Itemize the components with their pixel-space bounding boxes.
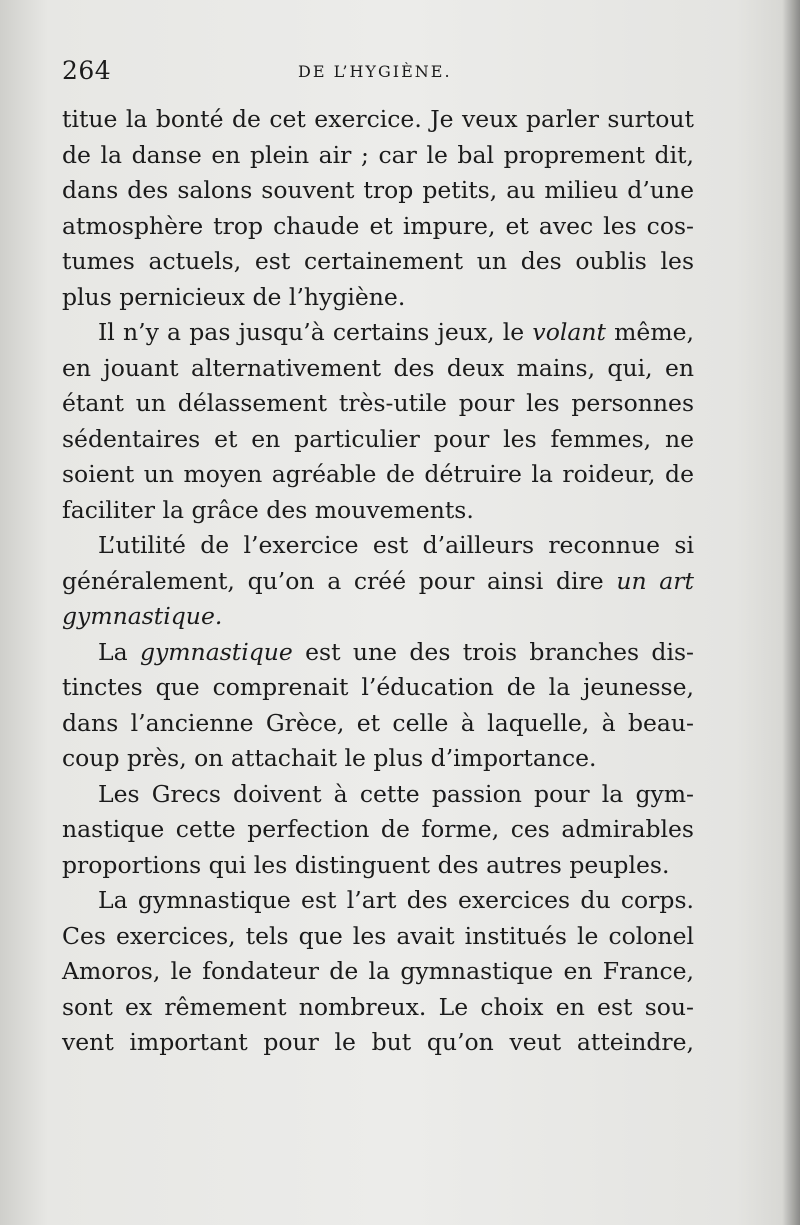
text-line: L’utilité de l’exercice est d’ailleurs reconnue si	[98, 531, 694, 559]
text-run: Il n’y a pas jusqu’à certains jeux, le	[98, 318, 533, 346]
text-run: même,	[605, 318, 694, 346]
text-line: vent important pour le but qu’on veut atteindre,	[62, 1028, 694, 1056]
text-line	[62, 599, 694, 635]
text-line: Amoros, le fondateur de la gymnastique en France,	[62, 957, 694, 985]
text-line: dans des salons souvent trop petits, au milieu d’une	[62, 176, 694, 204]
italic-term: volant	[532, 318, 606, 346]
page-header	[62, 56, 694, 92]
text-run: généralement, qu’on a créé pour ainsi dire	[62, 566, 617, 595]
text-line: faciliter la grâce des mouvements.	[62, 495, 474, 524]
text-line: tinctes que comprenait l’éducation de la jeunesse,	[62, 673, 694, 701]
text-line	[62, 564, 694, 600]
italic-term: gymnastique.	[62, 602, 223, 630]
italic-term: un art	[616, 566, 694, 595]
text-line: coup près, on attachait le plus d’importance.	[62, 744, 597, 772]
text-line: Les Grecs doivent à cette passion pour la gym-	[98, 779, 694, 808]
text-run: La	[98, 637, 140, 666]
body-text	[62, 102, 694, 1061]
text-line: nastique cette perfection de forme, ces admirables	[62, 815, 694, 843]
text-line: de la danse en plein air ; car le bal proprement dit,	[62, 140, 694, 169]
text-line: en jouant alternativement des deux mains, qui, en	[62, 353, 694, 382]
text-line: sédentaires et en particulier pour les femmes, ne	[62, 424, 694, 453]
text-line	[62, 315, 694, 351]
text-run: est une des trois branches dis-	[292, 637, 694, 666]
text-line: sont ex rêmement nombreux. Le choix en est sou-	[62, 992, 694, 1021]
text-line: plus pernicieux de l’hygiène.	[62, 282, 406, 311]
text-line: soient un moyen agréable de détruire la roideur, de	[62, 460, 694, 488]
text-line: étant un délassement très-utile pour les personnes	[62, 389, 694, 417]
text-line: dans l’ancienne Grèce, et celle à laquelle, à beau-	[62, 708, 694, 737]
text-line: proportions qui les distinguent des autres peuples.	[62, 850, 670, 879]
page-number: 264	[62, 56, 112, 85]
text-line: tumes actuels, est certainement un des oublis les	[62, 247, 694, 275]
text-line: atmosphère trop chaude et impure, et avec les cos-	[62, 211, 694, 240]
text-line: Ces exercices, tels que les avait institués le colonel	[62, 921, 694, 950]
italic-term: gymnastique	[139, 637, 293, 666]
running-title: DE L’HYGIÈNE.	[298, 62, 452, 81]
text-line: La gymnastique est l’art des exercices du corps.	[98, 886, 694, 914]
text-line: titue la bonté de cet exercice. Je veux parler surtout	[62, 105, 694, 133]
text-line	[62, 635, 694, 671]
